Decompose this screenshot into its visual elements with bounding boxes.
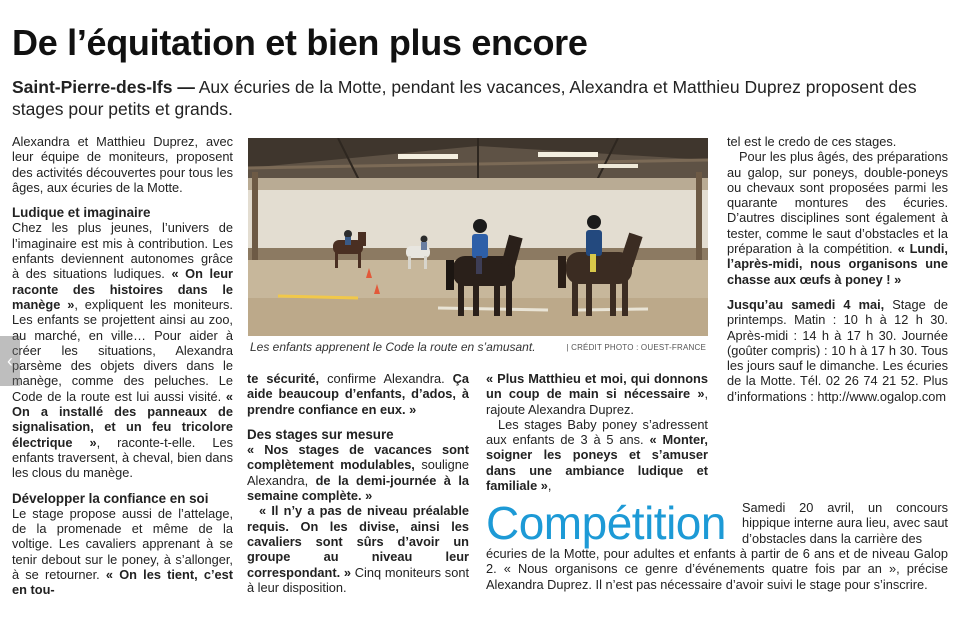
quote-run: de la demi-journée à la semaine complète. »: [247, 472, 469, 504]
previous-page-arrow-icon[interactable]: ‹: [0, 336, 20, 386]
photo-caption: Les enfants apprenent le Code la route en s’amusant.: [250, 340, 536, 354]
text-run: , raconte-t-elle. Les enfants traversent, à cheval, bien dans les clous du manège.: [12, 434, 233, 481]
lede-location: Saint-Pierre-des-Ifs —: [12, 77, 195, 97]
col2-subheading-stages: Des stages sur mesure: [247, 426, 394, 442]
quote-run: « Monter, soigner les poneys et s’amuser dans une ambiance ludique et familiale »: [486, 432, 708, 494]
lede-text: Aux écuries de la Motte, pendant les vacances, Alexandra et Matthieu Duprez proposent des stages pour petits et grands.: [12, 77, 917, 119]
article-photo: [248, 138, 708, 336]
column-1: [12, 134, 233, 598]
col1-subheading-confiance: Développer la confiance en soi: [12, 490, 209, 506]
col4-paragraph-1: tel est le credo de ces stages.: [727, 134, 897, 149]
quote-run: « Il n’y a pas de niveau préalable requis. On les divise, ainsi les cavaliers sont sûrs d’avoir un groupe au niveau leur correspondant. »: [247, 503, 469, 580]
text-run: , expliquent les moniteurs. Les enfants se projettent ainsi au zoo, au marché, en ville… Pour aider à créer les situations, Alexandra parsème des objets divers dans le manège, comme des peluches. Le Code de la route est lui aussi visité.: [12, 296, 233, 404]
competition-title: Compétition: [486, 497, 726, 549]
text-run: Le stage propose aussi de l’attelage, de la promenade et même de la voltige. Les cavaliers apprenant à se tenir debout sur le poney, à s’allonger, à se retourner.: [12, 505, 233, 583]
col2-paragraph-1: [247, 371, 469, 417]
col2-paragraph-3: [247, 503, 469, 595]
text-run: Les stages Baby poney s’adressent aux enfants de 3 à 5 ans.: [486, 416, 708, 448]
text-run: ,: [547, 478, 552, 494]
quote-run: « Nos stages de vacances sont complètement modulables,: [247, 442, 469, 473]
quote-run: « Plus Matthieu et moi, qui donnons un coup de main si nécessaire »: [486, 371, 708, 402]
quote-run: « Lundi, l’après-midi, nous organisons une chasse aux œufs à poney ! »: [727, 241, 948, 287]
lede: [12, 76, 942, 120]
col3-paragraph-1: [486, 371, 708, 417]
col1-paragraph-3: [12, 506, 233, 598]
text-run: Pour les plus âgés, des préparations au galop, sur poneys, double-poneys ou chevaux sont proposées parmi les quarante montures des écuries. D’autres disciplines sont également à tester, comme le saut d’obstacles et la préparation à la compétition.: [727, 149, 948, 257]
text-run: Chez les plus jeunes, l’univers de l’imaginaire est mis à contribution. Les enfants deviennent autonomes grâce à des situations ludiques.: [12, 220, 233, 282]
text-run: confirme Alexandra.: [319, 371, 453, 386]
col3-paragraph-2: [486, 417, 708, 493]
col1-subheading-ludique: Ludique et imaginaire: [12, 205, 151, 221]
col2-paragraph-2: [247, 442, 469, 503]
col1-intro: Alexandra et Matthieu Duprez, avec leur équipe de moniteurs, proposent des activités découvertes pour tous les âges, aux écuries de la Motte.: [12, 134, 233, 195]
quote-run: « On a installé des panneaux de signalisation, et un feu tricolore électrique »: [12, 388, 233, 450]
quote-run: « On les tient, c’est en tou-: [12, 567, 234, 598]
text-run: , rajoute Alexandra Duprez.: [486, 386, 708, 417]
competition-text-start: Samedi 20 avril, un concours hippique interne aura lieu, avec saut d’obstacles dans la carrière des: [742, 500, 948, 546]
col1-paragraph-2: [12, 220, 233, 480]
photo-credit: | CRÉDIT PHOTO : OUEST-FRANCE: [566, 343, 706, 352]
column-3: [486, 371, 708, 493]
quote-run: Ça aide beaucoup d’enfants, d’ados, à prendre confiance en eux. »: [247, 371, 469, 417]
headline: De l’équitation et bien plus encore: [12, 22, 588, 63]
col4-paragraph-2: [727, 149, 948, 287]
col4-paragraph-3: [727, 297, 948, 404]
quote-run: te sécurité,: [247, 371, 320, 386]
date-run: Jusqu’au samedi 4 mai,: [727, 296, 885, 312]
quote-run: « On leur raconte des histoires dans le manège »: [12, 266, 233, 312]
text-run: Stage de printemps. Matin : 10 h à 12 h 30. Après-midi : 14 h à 17 h 30. Journée (goûter compris) : 10 h à 17 h 30. Tous les jours sauf le dimanche. Les écuries de la Motte. Tél. 02 26 74 21 52. Plus d’informations : http://www.ogalop.com: [727, 296, 948, 404]
text-run: Cinq moniteurs sont à leur disposition.: [247, 564, 469, 595]
text-run: souligne Alexandra,: [247, 457, 469, 488]
column-2: [247, 371, 469, 595]
column-4: [727, 134, 948, 404]
competition-text-continued: écuries de la Motte, pour adultes et enfants à partir de 6 ans et de niveau Galop 2. « Nous organisons ce genre d’événements quatre fois par an », précise Alexandra Duprez. Il n’est pas nécessaire d’avoir suivi le stage pour s’inscrire.: [486, 546, 948, 592]
